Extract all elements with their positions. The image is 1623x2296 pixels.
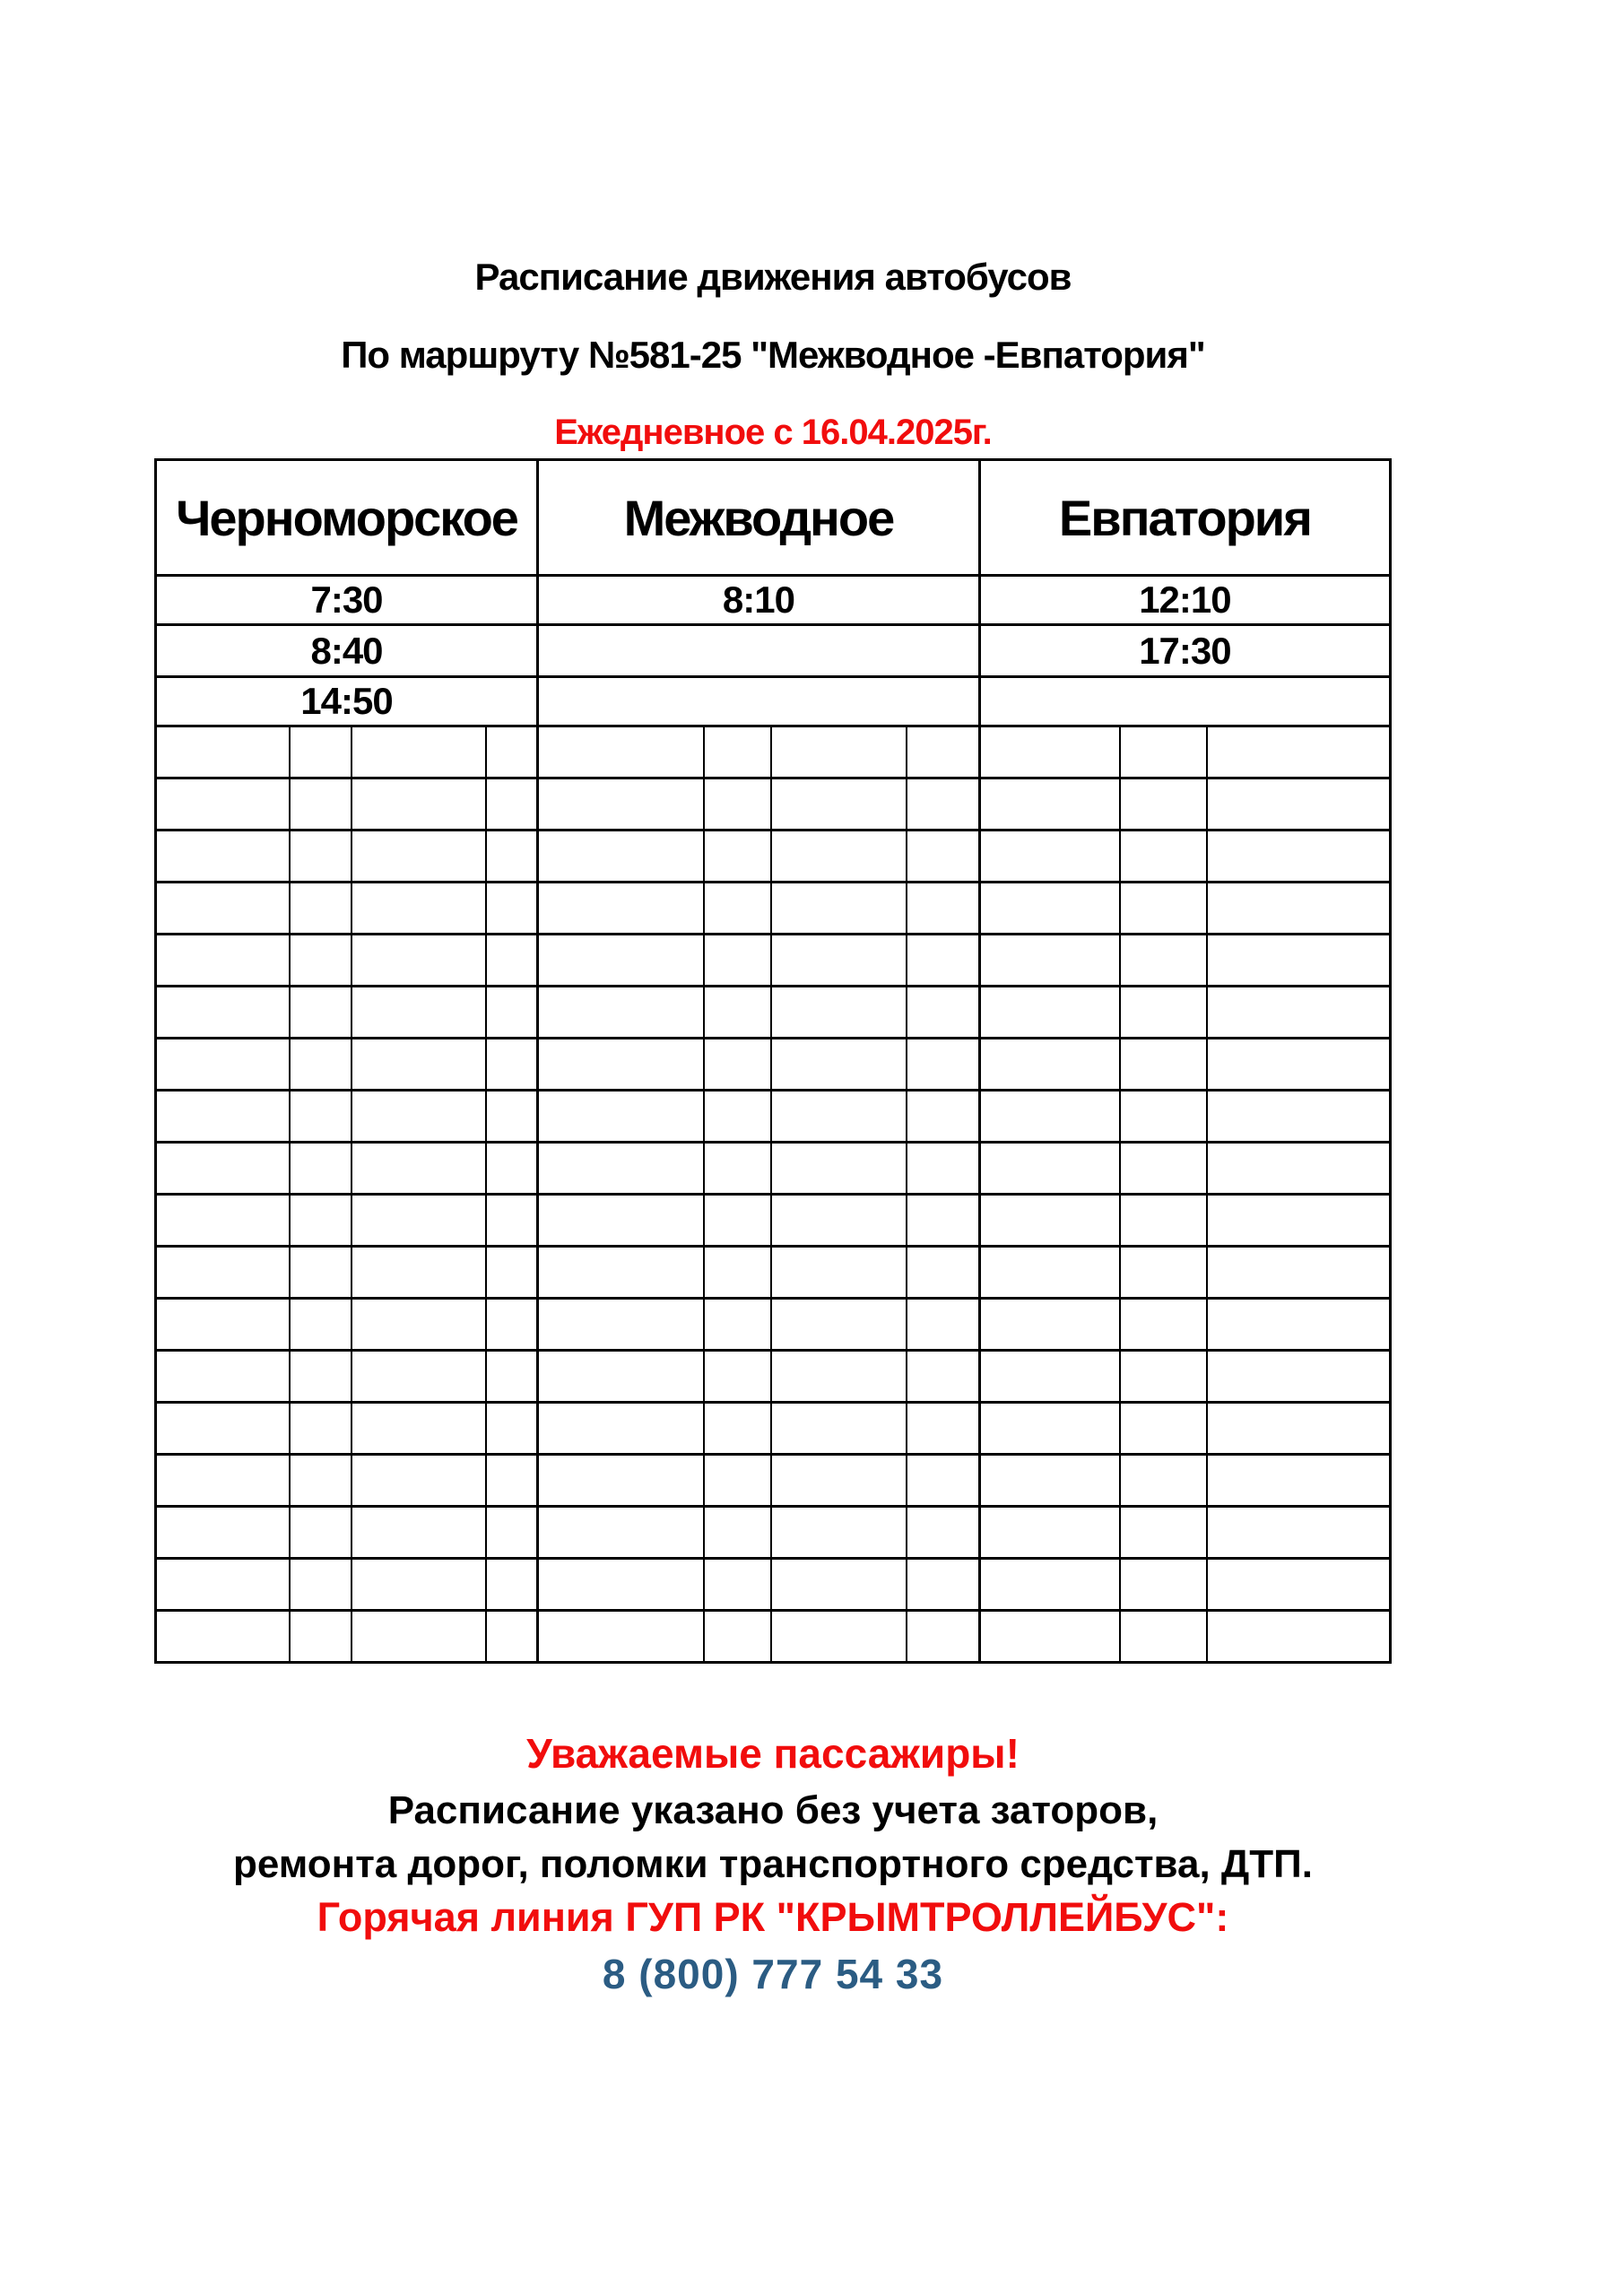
blank-grid-cell [907, 1455, 979, 1507]
blank-grid-row [156, 1351, 1391, 1403]
blank-grid-cell [704, 1195, 771, 1247]
blank-grid-cell [352, 831, 486, 883]
blank-grid-cell [156, 1403, 291, 1455]
station-header: Евпатория [979, 460, 1390, 576]
blank-grid-cell [156, 778, 291, 831]
blank-grid-cell [1207, 935, 1391, 987]
blank-grid-cell [907, 726, 979, 778]
blank-grid-cell [538, 1247, 705, 1299]
blank-grid-cell [486, 1195, 538, 1247]
blank-grid-row [156, 1299, 1391, 1351]
blank-grid-cell [907, 1039, 979, 1091]
departure-cell: 17:30 [979, 625, 1390, 677]
departure-cell [538, 625, 980, 677]
blank-grid-cell [156, 1039, 291, 1091]
blank-grid-cell [979, 935, 1120, 987]
blank-grid-cell [771, 1091, 907, 1143]
blank-grid-cell [538, 883, 705, 935]
blank-grid-cell [156, 1559, 291, 1611]
blank-grid-cell [486, 831, 538, 883]
departure-cell: 12:10 [979, 576, 1390, 625]
blank-grid-cell [907, 1143, 979, 1195]
blank-grid-cell [290, 1403, 352, 1455]
blank-grid-cell [538, 1507, 705, 1559]
blank-grid-cell [979, 1299, 1120, 1351]
blank-grid-cell [1207, 1507, 1391, 1559]
blank-grid-cell [771, 1455, 907, 1507]
blank-grid-cell [979, 831, 1120, 883]
blank-grid-cell [486, 1559, 538, 1611]
blank-grid-cell [538, 1403, 705, 1455]
blank-grid-cell [1207, 1091, 1391, 1143]
blank-grid-cell [156, 1091, 291, 1143]
departure-cell: 8:40 [156, 625, 538, 677]
blank-grid-cell [486, 1299, 538, 1351]
station-header: Черноморское [156, 460, 538, 576]
blank-grid-cell [979, 726, 1120, 778]
blank-grid-row [156, 831, 1391, 883]
blank-grid-cell [704, 1247, 771, 1299]
blank-grid-cell [1207, 1455, 1391, 1507]
blank-grid-cell [1120, 1455, 1207, 1507]
blank-grid-cell [704, 1143, 771, 1195]
blank-grid-cell [352, 1143, 486, 1195]
blank-grid-cell [156, 831, 291, 883]
blank-grid-cell [1120, 1611, 1207, 1663]
blank-grid-cell [538, 1091, 705, 1143]
blank-grid-cell [290, 1559, 352, 1611]
blank-grid-cell [704, 1507, 771, 1559]
blank-grid-cell [979, 1611, 1120, 1663]
departure-cell: 14:50 [156, 677, 538, 726]
blank-grid-cell [771, 1351, 907, 1403]
blank-grid-cell [979, 778, 1120, 831]
blank-grid-cell [1120, 1559, 1207, 1611]
blank-grid-cell [979, 1403, 1120, 1455]
validity-subtitle: Ежедневное с 16.04.2025г. [554, 413, 992, 452]
blank-grid-cell [1207, 1351, 1391, 1403]
blank-grid-cell [1207, 987, 1391, 1039]
blank-grid-row [156, 1247, 1391, 1299]
blank-grid-cell [1120, 1403, 1207, 1455]
departure-row [156, 625, 1391, 677]
blank-grid-cell [704, 1455, 771, 1507]
blank-grid-cell [979, 1143, 1120, 1195]
blank-grid-cell [538, 1299, 705, 1351]
blank-grid-cell [156, 726, 291, 778]
blank-grid-cell [538, 987, 705, 1039]
blank-grid-cell [704, 1299, 771, 1351]
blank-grid-cell [486, 1611, 538, 1663]
blank-grid-cell [352, 883, 486, 935]
blank-grid-cell [1120, 831, 1207, 883]
blank-grid-cell [486, 726, 538, 778]
blank-grid-cell [290, 1299, 352, 1351]
blank-grid-cell [538, 1195, 705, 1247]
blank-grid-cell [290, 1507, 352, 1559]
blank-grid-cell [156, 987, 291, 1039]
blank-grid-cell [486, 778, 538, 831]
blank-grid-cell [290, 1143, 352, 1195]
blank-grid-row [156, 726, 1391, 778]
blank-grid-cell [907, 935, 979, 987]
blank-grid-cell [771, 726, 907, 778]
blank-grid-cell [907, 1611, 979, 1663]
blank-grid-cell [352, 1299, 486, 1351]
blank-grid-cell [907, 883, 979, 935]
blank-grid-cell [352, 778, 486, 831]
blank-grid-cell [290, 987, 352, 1039]
blank-grid-cell [771, 1195, 907, 1247]
blank-grid-cell [290, 831, 352, 883]
blank-grid-cell [704, 831, 771, 883]
departure-cell: 7:30 [156, 576, 538, 625]
blank-grid-cell [538, 935, 705, 987]
blank-grid-cell [156, 1455, 291, 1507]
blank-grid-cell [1207, 1299, 1391, 1351]
blank-grid-cell [1120, 987, 1207, 1039]
schedule-body [156, 460, 1391, 1663]
blank-grid-cell [156, 1507, 291, 1559]
blank-grid-cell [352, 1507, 486, 1559]
blank-grid-cell [771, 831, 907, 883]
blank-grid-cell [907, 1091, 979, 1143]
blank-grid-cell [486, 1507, 538, 1559]
blank-grid-cell [704, 1091, 771, 1143]
blank-grid-cell [486, 1455, 538, 1507]
blank-grid-cell [1207, 1247, 1391, 1299]
blank-grid-cell [1120, 1143, 1207, 1195]
departure-row [156, 576, 1391, 625]
blank-grid-cell [979, 1455, 1120, 1507]
blank-grid-row [156, 1403, 1391, 1455]
footer-passengers-heading: Уважаемые пассажиры! [526, 1730, 1020, 1777]
blank-grid-cell [486, 1091, 538, 1143]
blank-grid-cell [771, 987, 907, 1039]
blank-grid-cell [486, 1247, 538, 1299]
blank-grid-cell [771, 1039, 907, 1091]
blank-grid-cell [1207, 1611, 1391, 1663]
blank-grid-cell [704, 1611, 771, 1663]
blank-grid-cell [704, 1039, 771, 1091]
blank-grid-cell [486, 1403, 538, 1455]
blank-grid-cell [290, 883, 352, 935]
blank-grid-row [156, 1091, 1391, 1143]
blank-grid-cell [704, 778, 771, 831]
blank-grid-cell [771, 778, 907, 831]
blank-grid-cell [771, 1247, 907, 1299]
blank-grid-cell [704, 935, 771, 987]
blank-grid-cell [979, 883, 1120, 935]
blank-grid-cell [156, 1143, 291, 1195]
blank-grid-cell [907, 1559, 979, 1611]
blank-grid-cell [704, 883, 771, 935]
blank-grid-cell [907, 1299, 979, 1351]
blank-grid-cell [290, 1247, 352, 1299]
blank-grid-cell [486, 883, 538, 935]
blank-grid-row [156, 1143, 1391, 1195]
blank-grid-cell [704, 987, 771, 1039]
blank-grid-cell [1207, 726, 1391, 778]
station-header: Межводное [538, 460, 980, 576]
blank-grid-cell [907, 831, 979, 883]
blank-grid-cell [907, 778, 979, 831]
blank-grid-cell [538, 1455, 705, 1507]
blank-grid-cell [290, 778, 352, 831]
blank-grid-cell [1207, 778, 1391, 831]
blank-grid-cell [352, 1195, 486, 1247]
blank-grid-cell [352, 1091, 486, 1143]
blank-grid-cell [1120, 778, 1207, 831]
blank-grid-row [156, 1455, 1391, 1507]
blank-grid-cell [1120, 1039, 1207, 1091]
blank-grid-cell [907, 1351, 979, 1403]
blank-grid-cell [538, 1143, 705, 1195]
blank-grid-cell [979, 987, 1120, 1039]
blank-grid-cell [1120, 726, 1207, 778]
blank-grid-cell [290, 935, 352, 987]
blank-grid-cell [538, 726, 705, 778]
blank-grid-cell [538, 1559, 705, 1611]
blank-grid-cell [771, 1507, 907, 1559]
blank-grid-row [156, 987, 1391, 1039]
blank-grid-cell [156, 1195, 291, 1247]
blank-grid-cell [979, 1507, 1120, 1559]
blank-grid-cell [290, 1351, 352, 1403]
blank-grid-row [156, 1195, 1391, 1247]
blank-grid-cell [352, 935, 486, 987]
blank-grid-cell [1120, 1091, 1207, 1143]
blank-grid-cell [1120, 1507, 1207, 1559]
blank-grid-cell [1120, 883, 1207, 935]
blank-grid-row [156, 1039, 1391, 1091]
blank-grid-cell [771, 1611, 907, 1663]
blank-grid-cell [486, 1039, 538, 1091]
blank-grid-cell [907, 987, 979, 1039]
departure-cell [538, 677, 980, 726]
blank-grid-cell [1120, 1351, 1207, 1403]
blank-grid-cell [1120, 1195, 1207, 1247]
blank-grid-cell [352, 1351, 486, 1403]
blank-grid-cell [704, 1559, 771, 1611]
footer-note-line-2: ремонта дорог, поломки транспортного средства, ДТП. [233, 1842, 1313, 1886]
blank-grid-cell [979, 1247, 1120, 1299]
blank-grid-cell [486, 935, 538, 987]
blank-grid-row [156, 935, 1391, 987]
schedule-table [154, 458, 1392, 1664]
blank-grid-cell [352, 1559, 486, 1611]
blank-grid-cell [352, 1455, 486, 1507]
blank-grid-cell [290, 1091, 352, 1143]
blank-grid-cell [979, 1091, 1120, 1143]
blank-grid-cell [352, 987, 486, 1039]
blank-grid-cell [907, 1195, 979, 1247]
blank-grid-cell [907, 1507, 979, 1559]
station-header-row [156, 460, 1391, 576]
blank-grid-cell [352, 1611, 486, 1663]
blank-grid-cell [352, 1039, 486, 1091]
footer-hotline-heading: Горячая линия ГУП РК "КРЫМТРОЛЛЕЙБУС": [317, 1894, 1229, 1940]
blank-grid-cell [538, 1611, 705, 1663]
blank-grid-cell [704, 1351, 771, 1403]
blank-grid-row [156, 778, 1391, 831]
blank-grid-cell [979, 1039, 1120, 1091]
blank-grid-cell [771, 1559, 907, 1611]
blank-grid-cell [486, 1351, 538, 1403]
blank-grid-cell [290, 726, 352, 778]
blank-grid-cell [1120, 1299, 1207, 1351]
blank-grid-cell [538, 778, 705, 831]
blank-grid-cell [979, 1351, 1120, 1403]
blank-grid-cell [538, 1039, 705, 1091]
blank-grid-cell [538, 831, 705, 883]
blank-grid-cell [290, 1039, 352, 1091]
blank-grid-cell [979, 1195, 1120, 1247]
blank-grid-cell [1207, 831, 1391, 883]
blank-grid-cell [156, 1299, 291, 1351]
departure-cell: 8:10 [538, 576, 980, 625]
blank-grid-cell [352, 1247, 486, 1299]
blank-grid-cell [1207, 1559, 1391, 1611]
departure-row [156, 677, 1391, 726]
document-title: Расписание движения автобусов [474, 256, 1072, 298]
blank-grid-row [156, 883, 1391, 935]
blank-grid-cell [290, 1455, 352, 1507]
blank-grid-cell [352, 1403, 486, 1455]
blank-grid-cell [907, 1247, 979, 1299]
blank-grid-cell [979, 1559, 1120, 1611]
blank-grid-cell [1207, 1195, 1391, 1247]
blank-grid-cell [704, 726, 771, 778]
blank-grid-cell [1207, 1143, 1391, 1195]
blank-grid-cell [771, 1299, 907, 1351]
blank-grid-cell [486, 987, 538, 1039]
blank-grid-row [156, 1507, 1391, 1559]
blank-grid-cell [486, 1143, 538, 1195]
blank-grid-cell [1207, 1039, 1391, 1091]
footer-note-line-1: Расписание указано без учета заторов, [387, 1788, 1159, 1832]
blank-grid-cell [771, 935, 907, 987]
blank-grid-cell [156, 1351, 291, 1403]
blank-grid-cell [771, 883, 907, 935]
blank-grid-row [156, 1611, 1391, 1663]
blank-grid-cell [156, 1247, 291, 1299]
blank-grid-cell [1120, 1247, 1207, 1299]
blank-grid-cell [1120, 935, 1207, 987]
footer-hotline-phone: 8 (800) 777 54 33 [602, 1951, 944, 1997]
blank-grid-cell [704, 1403, 771, 1455]
blank-grid-cell [771, 1403, 907, 1455]
blank-grid-cell [771, 1143, 907, 1195]
blank-grid-cell [352, 726, 486, 778]
blank-grid-cell [1207, 1403, 1391, 1455]
blank-grid-cell [156, 935, 291, 987]
departure-cell [979, 677, 1390, 726]
blank-grid-row [156, 1559, 1391, 1611]
blank-grid-cell [907, 1403, 979, 1455]
blank-grid-cell [538, 1351, 705, 1403]
blank-grid-cell [1207, 883, 1391, 935]
route-subtitle: По маршруту №581-25 "Межводное -Евпатория" [341, 334, 1205, 376]
blank-grid-cell [290, 1195, 352, 1247]
blank-grid-cell [156, 1611, 291, 1663]
blank-grid-cell [156, 883, 291, 935]
blank-grid-cell [290, 1611, 352, 1663]
